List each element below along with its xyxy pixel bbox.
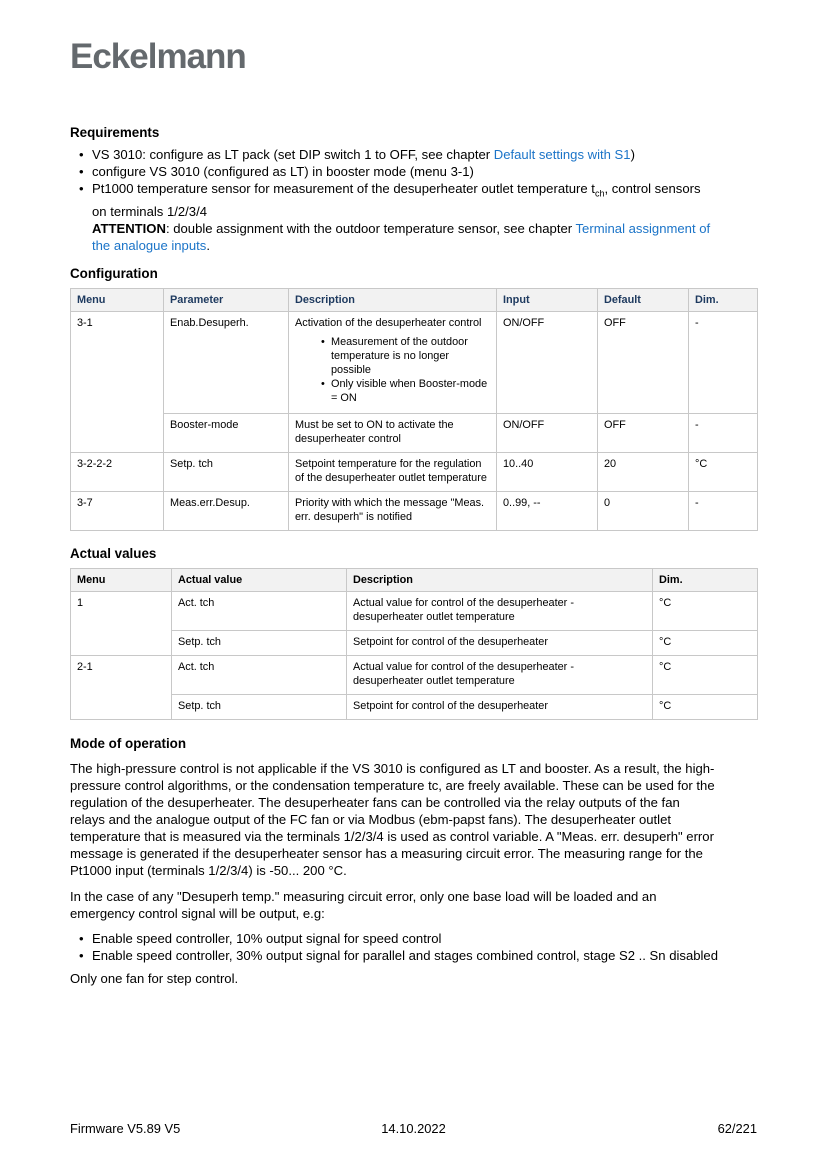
paragraph-line: temperature that is measured via the terminals 1/2/3/4 is used as control variable. A "Meas. err. desuperh" error [70, 828, 714, 844]
cell-actual-value: Setp. tch [172, 694, 347, 719]
mode-bullet-list [70, 930, 757, 964]
table-row [71, 630, 758, 655]
table-row [71, 491, 758, 530]
table-row [71, 452, 758, 491]
cell-dim: °C [653, 591, 758, 630]
cell-default: OFF [598, 413, 689, 452]
bullet-text: ) [630, 147, 635, 162]
eckelmann-logo: Eckelmann [70, 37, 246, 76]
cell-description: Setpoint for control of the desuperheater [347, 694, 653, 719]
column-header: Description [347, 568, 653, 591]
cell-input: 10..40 [497, 452, 598, 491]
cell-input: ON/OFF [497, 413, 598, 452]
cell-default: 0 [598, 491, 689, 530]
cell-description [289, 311, 497, 413]
paragraph-line: message is generated if the desuperheater sensor has a measuring circuit error. The measuring range for the [70, 845, 703, 861]
subscript-ch: ch [594, 188, 605, 199]
cell-menu: 1 [71, 591, 172, 655]
cell-parameter: Meas.err.Desup. [164, 491, 289, 530]
paragraph-line: emergency control signal will be output, e.g: [70, 905, 325, 921]
cell-description: Actual value for control of the desuperheater - desuperheater outlet temperature [347, 655, 653, 694]
cell-default: 20 [598, 452, 689, 491]
cell-menu: 3-2-2-2 [71, 452, 164, 491]
column-header: Actual value [172, 568, 347, 591]
cell-description: Actual value for control of the desuperheater - desuperheater outlet temperature [347, 591, 653, 630]
cell-description: Setpoint temperature for the regulation of the desuperheater outlet temperature [289, 452, 497, 491]
mode-paragraph-1 [70, 760, 757, 879]
column-header: Default [598, 288, 689, 311]
footer-firmware-version: Firmware V5.89 V5 [70, 1121, 181, 1136]
bullet-text: on terminals 1/2/3/4 [92, 203, 207, 219]
bullet-text: Pt1000 temperature sensor for measurement of the desuperheater outlet temperature t [92, 181, 595, 196]
list-item: • Measurement of the outdoor temperature is no longer possible [321, 335, 490, 377]
table-header-row [71, 568, 758, 591]
link-terminal-assignment[interactable]: Terminal assignment of [575, 220, 711, 236]
paragraph-line: Pt1000 input (terminals 1/2/3/4) is -50... 200 °C. [70, 862, 347, 878]
paragraph-line: The high-pressure control is not applicable if the VS 3010 is configured as LT and booster. As a result, the high- [70, 760, 715, 776]
cell-description: Must be set to ON to activate the desuperheater control [289, 413, 497, 452]
description-bullets [295, 335, 490, 405]
footer-date: 14.10.2022 [381, 1121, 446, 1136]
column-header: Input [497, 288, 598, 311]
cell-dim: - [689, 413, 758, 452]
column-header: Parameter [164, 288, 289, 311]
cell-menu: 2-1 [71, 655, 172, 719]
requirements-list [70, 146, 757, 254]
paragraph-line: regulation of the desuperheater. The desuperheater fans can be controlled via the relay outputs of the fan [70, 794, 680, 810]
cell-menu: 3-7 [71, 491, 164, 530]
paragraph-line: In the case of any "Desuperh temp." measuring circuit error, only one base load will be loaded and an [70, 888, 657, 904]
requirements-heading: Requirements [70, 125, 160, 140]
bullet-text: • configure VS 3010 (configured as LT) in booster mode (menu 3-1) [92, 164, 474, 179]
list-item [70, 146, 757, 163]
bullet-text: : double assignment with the outdoor temperature sensor, see chapter [165, 220, 576, 236]
mode-paragraph-2 [70, 888, 757, 922]
actual-values-table [70, 568, 758, 720]
cell-description: Priority with which the message "Meas. err. desuperh" is notified [289, 491, 497, 530]
bullet-text: . [206, 237, 210, 253]
mode-of-operation-heading: Mode of operation [70, 735, 187, 751]
cell-description: Setpoint for control of the desuperheater [347, 630, 653, 655]
table-row [71, 311, 758, 413]
bullet-text: VS 3010: configure as LT pack (set DIP switch 1 to OFF, see chapter [92, 147, 494, 162]
link-default-settings-with-s1[interactable]: Default settings with S1 [493, 147, 631, 162]
mode-closing-line: Only one fan for step control. [70, 970, 239, 986]
configuration-table [70, 288, 758, 531]
list-item: • Enable speed controller, 30% output signal for parallel and stages combined control, stage S2 .. Sn disabled [70, 947, 757, 964]
list-item: • Only visible when Booster-mode = ON [321, 377, 490, 405]
column-header: Menu [71, 568, 172, 591]
table-header-row [71, 288, 758, 311]
cell-dim: - [689, 491, 758, 530]
table-row [71, 694, 758, 719]
actual-values-heading: Actual values [70, 545, 157, 561]
list-item [70, 180, 757, 254]
column-header: Menu [71, 288, 164, 311]
attention-label: ATTENTION [92, 220, 166, 236]
cell-dim: - [689, 311, 758, 413]
cell-dim: °C [689, 452, 758, 491]
link-terminal-assignment[interactable]: the analogue inputs [92, 237, 207, 253]
cell-parameter: Enab.Desuperh. [164, 311, 289, 413]
cell-default: OFF [598, 311, 689, 413]
cell-parameter: Setp. tch [164, 452, 289, 491]
paragraph-line: relays and the analogue output of the FC fan or via Modbus (ebm-papst fans). The desuperheater outlet [70, 811, 671, 827]
cell-parameter: Booster-mode [164, 413, 289, 452]
column-header: Description [289, 288, 497, 311]
description-intro: Activation of the desuperheater control [295, 316, 482, 329]
paragraph-line: pressure control algorithms, or the condensation temperature tc, are freely available. These can be used for the [70, 777, 715, 793]
cell-actual-value: Act. tch [172, 655, 347, 694]
cell-actual-value: Setp. tch [172, 630, 347, 655]
table-row [71, 591, 758, 630]
cell-dim: °C [653, 655, 758, 694]
list-item: • Enable speed controller, 10% output signal for speed control [70, 930, 757, 947]
footer-page-number: 62/221 [717, 1121, 757, 1136]
page-footer [70, 1121, 757, 1136]
cell-input: 0..99, -- [497, 491, 598, 530]
table-row [71, 655, 758, 694]
page-content [70, 125, 757, 987]
cell-dim: °C [653, 630, 758, 655]
cell-actual-value: Act. tch [172, 591, 347, 630]
column-header: Dim. [653, 568, 758, 591]
cell-dim: °C [653, 694, 758, 719]
cell-menu: 3-1 [71, 311, 164, 452]
cell-input: ON/OFF [497, 311, 598, 413]
column-header: Dim. [689, 288, 758, 311]
configuration-heading: Configuration [70, 265, 158, 281]
table-row [71, 413, 758, 452]
list-item [70, 163, 757, 180]
bullet-text: , control sensors [604, 181, 701, 196]
